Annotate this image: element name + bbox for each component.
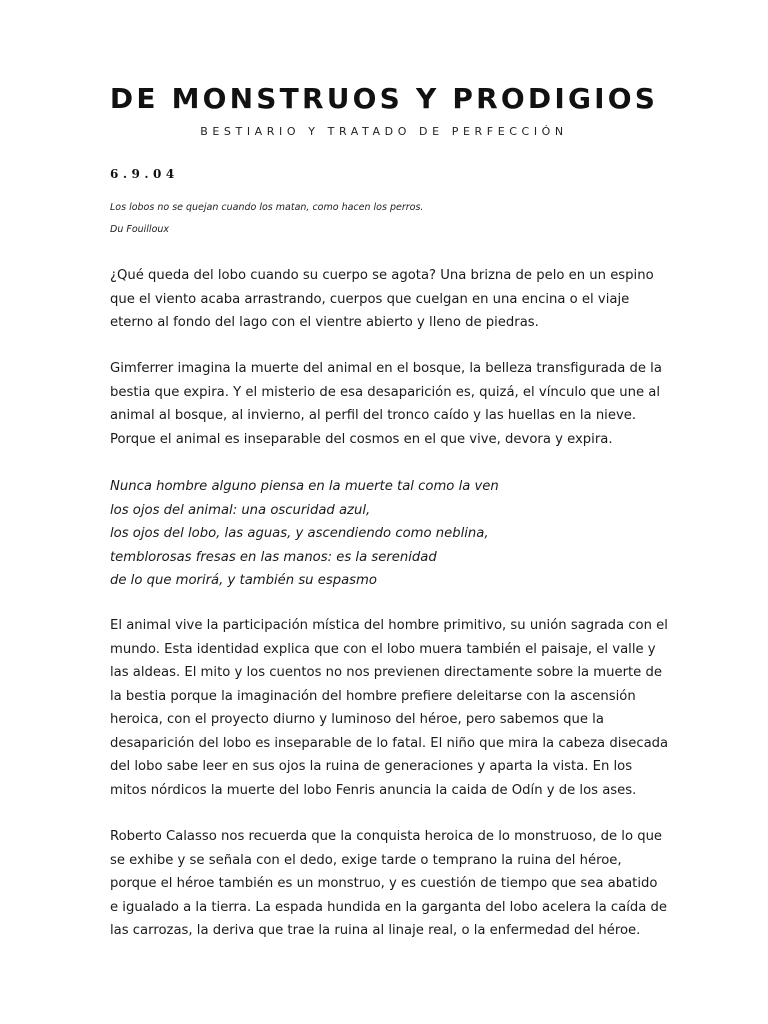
paragraph-line: se exhibe y se señala con el dedo, exige tarde o temprano la ruina del héroe,: [110, 852, 622, 868]
paragraph-line: Roberto Calasso nos recuerda que la conquista heroica de lo monstruoso, de lo que: [110, 829, 663, 844]
paragraph-line: mitos nórdicos la muerte del lobo Fenris anuncia la caida de Odín y de los ases.: [110, 782, 637, 798]
poem-quote: [110, 475, 670, 593]
poem-line: de lo que morirá, y también su espasmo: [110, 573, 377, 588]
paragraph-line: animal al bosque, al invierno, al perfil del tronco caído y las huellas en la nieve.: [110, 408, 637, 423]
paragraph-line: Porque el animal es inseparable del cosmos en el que vive, devora y expira.: [110, 431, 613, 447]
paragraph-line: porque el héroe también es un monstruo, y es cuestión de tiempo que sea abatido: [110, 876, 658, 891]
paragraph-line: las aldeas. El mito y los cuentos no nos previenen directamente sobre la muerte de: [110, 665, 662, 680]
paragraph-4: [110, 825, 670, 943]
paragraph-line: mundo. Esta identidad explica que con el lobo muera también el paisaje, el valle y: [110, 641, 656, 657]
poem-line: Nunca hombre alguno piensa en la muerte tal como la ven: [110, 479, 499, 494]
paragraph-line: que el viento acaba arrastrando, cuerpos que cuelgan en una encina o el viaje: [110, 291, 630, 307]
poem-line: los ojos del lobo, las aguas, y ascendiendo como neblina,: [110, 526, 489, 541]
document-title: DE MONSTRUOS Y PRODIGIOS: [109, 82, 659, 115]
poem-line: los ojos del animal: una oscuridad azul,: [110, 502, 371, 518]
paragraph-line: heroica, con el proyecto diurno y luminoso del héroe, pero sabemos que la: [110, 712, 604, 727]
poem-line: temblorosas fresas en las manos: es la serenidad: [110, 549, 437, 565]
paragraph-line: ¿Qué queda del lobo cuando su cuerpo se agota? Una brizna de pelo en un espino: [110, 268, 654, 283]
paragraph-line: las carrozas, la deriva que trae la ruina al linaje real, o la enfermedad del héroe.: [110, 923, 641, 938]
paragraph-line: desaparición del lobo es inseparable de lo fatal. El niño que mira la cabeza disecada: [110, 735, 669, 751]
paragraph-line: la bestia porque la imaginación del hombre prefiere deleitarse con la ascensión: [110, 688, 636, 704]
paragraph-line: El animal vive la participación mística del hombre primitivo, su unión sagrada con el: [110, 618, 668, 633]
paragraph-1: [110, 264, 670, 335]
paragraph-2: [110, 357, 670, 451]
section-number: 6.9.04: [110, 167, 179, 181]
epigraph-quote: Los lobos no se quejan cuando los matan, como hacen los perros.: [110, 202, 424, 213]
paragraph-3: [110, 614, 670, 802]
document-subtitle: BESTIARIO Y TRATADO DE PERFECCIÓN: [200, 125, 568, 138]
epigraph-author: Du Fouilloux: [110, 224, 170, 235]
paragraph-line: del lobo sabe leer en sus ojos la ruina de generaciones y aparta la vista. En los: [110, 759, 633, 774]
paragraph-line: bestia que expira. Y el misterio de esa desaparición es, quizá, el vínculo que une al: [110, 384, 661, 400]
paragraph-line: Gimferrer imagina la muerte del animal en el bosque, la belleza transfigurada de la: [110, 361, 662, 376]
paragraph-line: eterno al fondo del lago con el vientre abierto y lleno de piedras.: [110, 315, 539, 330]
paragraph-line: e igualado a la tierra. La espada hundida en la garganta del lobo acelera la caída de: [110, 899, 668, 915]
